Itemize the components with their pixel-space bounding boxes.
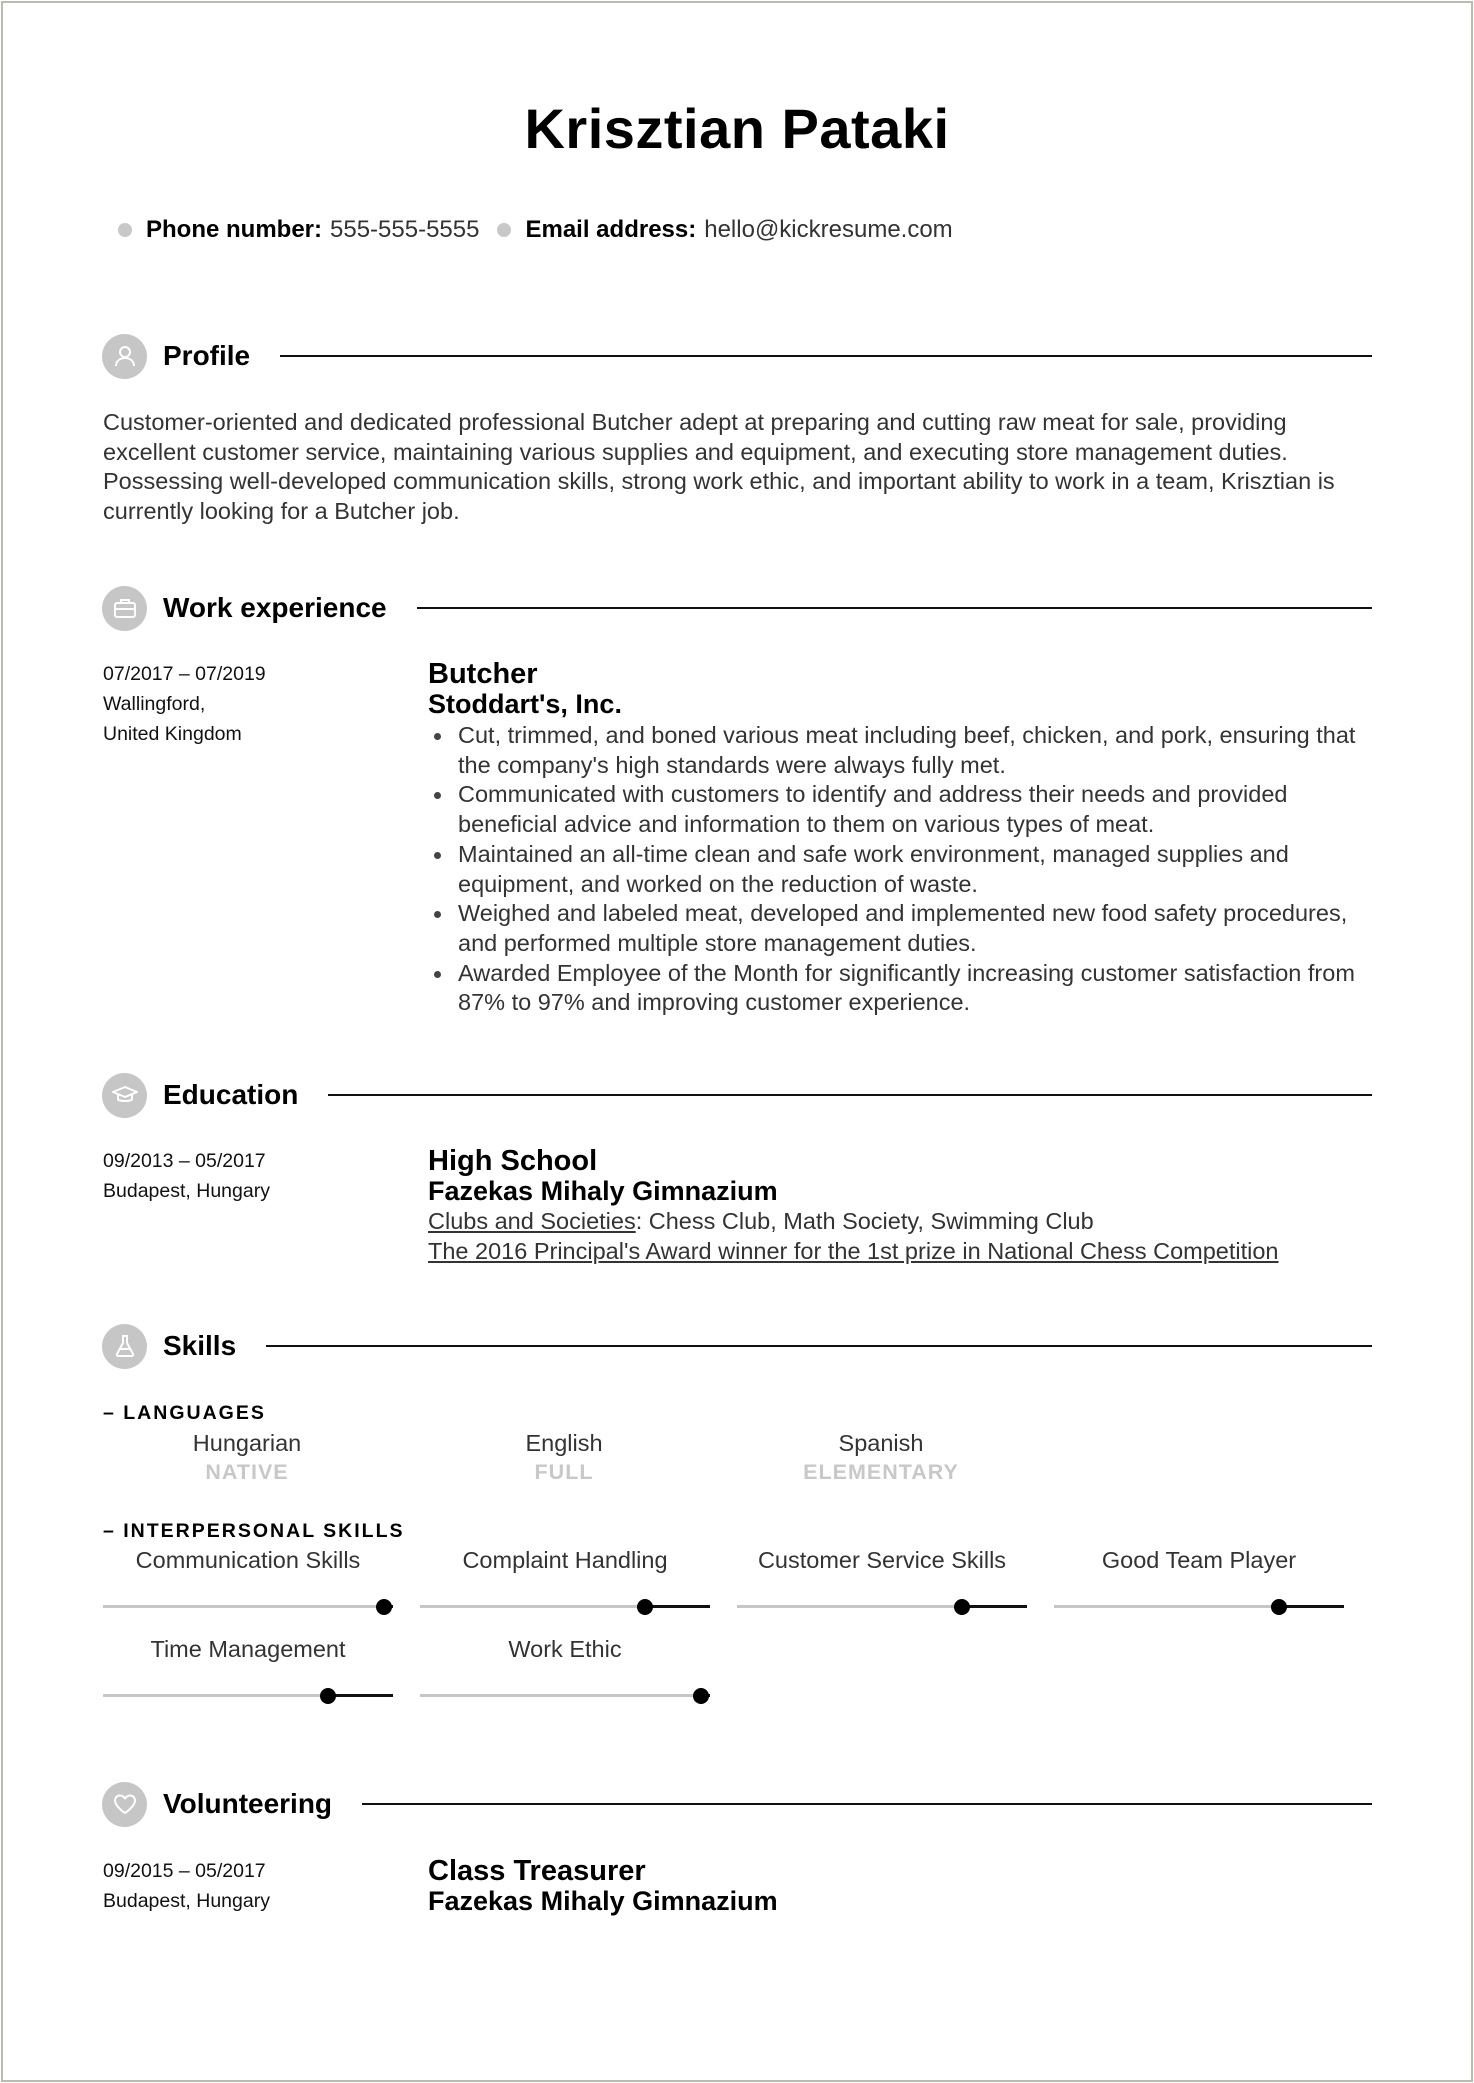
company-name: Stoddart's, Inc. (428, 689, 622, 719)
clubs-text: : Chess Club, Math Society, Swimming Club (635, 1208, 1094, 1234)
skills-section-header (102, 1323, 1372, 1369)
volunteering-entry (428, 1856, 1378, 1916)
skill-name: Customer Service Skills (757, 1547, 1007, 1573)
skill-level-knob (954, 1599, 970, 1615)
skill-name: Complaint Handling (462, 1547, 668, 1573)
briefcase-icon (102, 586, 147, 631)
skill-item (103, 1545, 393, 1615)
work-country: United Kingdom (103, 723, 242, 745)
work-city: Wallingford, (103, 693, 206, 715)
volunteering-meta (103, 1856, 270, 1916)
language-name: Spanish (838, 1430, 924, 1456)
clubs-line (428, 1206, 1378, 1236)
section-divider (280, 355, 1372, 357)
email-value[interactable]: hello@kickresume.com (704, 216, 953, 243)
interpersonal-label: – INTERPERSONAL SKILLS (103, 1520, 405, 1542)
candidate-name: Krisztian Pataki (524, 97, 950, 160)
profile-summary: Customer-oriented and dedicated professional Butcher adept at preparing and cutting raw meat for sale, providing excellent customer service, maintaining various supplies and equipment, and executing store management duties. Possessing well-developed communication skills, strong work ethic, and important ability to work in a team, Krisztian is currently looking for a Butcher job. (103, 409, 1335, 524)
section-divider (417, 607, 1372, 609)
skill-name: Work Ethic (508, 1636, 622, 1662)
skill-level-knob (376, 1599, 392, 1615)
language-item (761, 1428, 1001, 1486)
work-section-header (102, 585, 1372, 631)
language-level: ELEMENTARY (803, 1460, 959, 1484)
section-divider (266, 1345, 1372, 1347)
language-name: English (525, 1430, 603, 1456)
education-section-header (102, 1072, 1372, 1118)
bullet-dot (497, 223, 511, 237)
work-entry (428, 659, 1378, 1018)
language-level: NATIVE (205, 1460, 289, 1484)
contact-bar (118, 216, 971, 244)
skill-bar (420, 1605, 710, 1608)
section-divider (328, 1094, 1372, 1096)
phone-value[interactable]: 555-555-5555 (330, 216, 480, 243)
section-title: Volunteering (163, 1788, 333, 1819)
skill-bar-fill (420, 1605, 645, 1608)
skill-bar (1054, 1605, 1344, 1608)
section-title: Education (163, 1079, 299, 1110)
skill-bar-fill (103, 1605, 384, 1608)
section-divider (362, 1803, 1372, 1805)
education-location: Budapest, Hungary (103, 1180, 270, 1202)
flask-icon (102, 1324, 147, 1369)
list-item: Communicated with customers to identify and address their needs and provided beneficial advice and information to them on various types of meat. (428, 780, 1378, 839)
clubs-link[interactable]: Clubs and Societies (428, 1208, 636, 1234)
school-name: Fazekas Mihaly Gimnazium (428, 1176, 778, 1206)
volunteer-organization: Fazekas Mihaly Gimnazium (428, 1886, 778, 1916)
skill-bar (103, 1605, 393, 1608)
skill-item (1054, 1545, 1344, 1615)
profile-section-header (102, 333, 1372, 379)
education-entry (428, 1146, 1378, 1266)
person-icon (102, 334, 147, 379)
bullet-dot (118, 223, 132, 237)
skill-level-knob (637, 1599, 653, 1615)
degree-title: High School (428, 1145, 598, 1177)
work-meta (103, 659, 266, 749)
skill-level-knob (693, 1688, 709, 1704)
language-name: Hungarian (192, 1430, 302, 1456)
heart-icon (102, 1782, 147, 1827)
education-meta (103, 1146, 270, 1206)
language-level: FULL (534, 1460, 594, 1484)
list-item: Cut, trimmed, and boned various meat including beef, chicken, and pork, ensuring that the company's high standards were always fully met. (428, 721, 1378, 780)
skill-name: Good Team Player (1101, 1547, 1297, 1573)
skill-item (420, 1545, 710, 1615)
skill-bar (420, 1694, 710, 1697)
skill-item (420, 1634, 710, 1704)
skill-level-knob (320, 1688, 336, 1704)
list-item: Awarded Employee of the Month for significantly increasing customer satisfaction from 87% to 97% and improving customer experience. (428, 959, 1378, 1018)
language-item (444, 1428, 684, 1486)
work-bullets (428, 721, 1378, 1018)
skill-bar (103, 1694, 393, 1697)
graduation-cap-icon (102, 1073, 147, 1118)
skill-name: Time Management (150, 1636, 346, 1662)
education-dates: 09/2013 – 05/2017 (103, 1150, 266, 1172)
skill-bar-fill (420, 1694, 701, 1697)
skill-bar-fill (103, 1694, 328, 1697)
work-dates: 07/2017 – 07/2019 (103, 663, 266, 685)
section-title: Profile (163, 340, 251, 371)
job-title: Butcher (428, 658, 538, 690)
skill-item (737, 1545, 1027, 1615)
skill-item (103, 1634, 393, 1704)
section-title: Work experience (163, 592, 387, 623)
language-item (127, 1428, 367, 1486)
email-label: Email address: (525, 216, 697, 243)
volunteering-location: Budapest, Hungary (103, 1890, 270, 1912)
languages-label: – LANGUAGES (103, 1402, 266, 1424)
skill-bar (737, 1605, 1027, 1608)
skill-bar-fill (737, 1605, 962, 1608)
award-link[interactable]: The 2016 Principal's Award winner for the 1st prize in National Chess Competition (428, 1238, 1279, 1264)
list-item: Maintained an all-time clean and safe work environment, managed supplies and equipment, and worked on the reduction of waste. (428, 840, 1378, 899)
volunteer-role: Class Treasurer (428, 1855, 646, 1887)
volunteering-section-header (102, 1781, 1372, 1827)
skill-bar-fill (1054, 1605, 1279, 1608)
skill-level-knob (1271, 1599, 1287, 1615)
phone-label: Phone number: (146, 216, 323, 243)
section-title: Skills (163, 1330, 237, 1361)
volunteering-dates: 09/2015 – 05/2017 (103, 1860, 266, 1882)
list-item: Weighed and labeled meat, developed and implemented new food safety procedures, and performed multiple store management duties. (428, 899, 1378, 958)
skill-name: Communication Skills (135, 1547, 361, 1573)
